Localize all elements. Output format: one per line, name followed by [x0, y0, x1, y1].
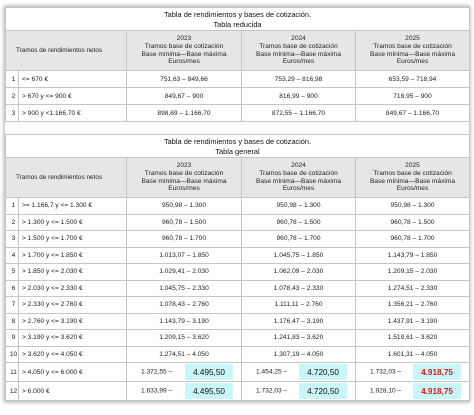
cell-2024: 1.062,09 – 2.030 [242, 264, 356, 281]
reduced-title-line1: Tabla de rendimientos y bases de cotización. [163, 10, 312, 19]
cell-2024 [242, 363, 356, 382]
row-tramo: <= 670 € [19, 71, 127, 88]
row-number: 1 [6, 71, 19, 88]
general-year-header-2023: 2023 Tramos base de cotización Base mínima—Base máxima Euros/mes [127, 158, 242, 198]
row-tramo: > 670 y <= 900 € [19, 88, 127, 105]
row-number: 12 [6, 382, 19, 401]
row-number: 4 [6, 247, 19, 264]
cell-2025: 653,59 – 718,94 [356, 71, 470, 88]
row-tramo: > 900 y <1.166,70 € [19, 105, 127, 122]
row-tramo: > 4.050 y <= 6.000 € [19, 363, 127, 382]
cell-2025: 1.143,79 – 1.850 [356, 247, 470, 264]
table-row [6, 280, 470, 297]
row-number: 3 [6, 231, 19, 248]
table-row [6, 313, 470, 330]
cell-2023: 1.045,75 – 2.330 [127, 280, 242, 297]
highlighted-max-value-red: 4.918,75 [413, 383, 461, 399]
cell-2024: 1.307,19 – 4.050 [242, 346, 356, 363]
general-table-title [6, 135, 470, 158]
table-row [6, 71, 470, 88]
cell-2023: 1.274,51 – 4.050 [127, 346, 242, 363]
cell-2024: 872,55 – 1.166,70 [242, 105, 356, 122]
cell-2024: 1.045,75 – 1.850 [242, 247, 356, 264]
reduced-year-header-2023: 2023 Tramos base de cotización Base mínima—Base máxima Euros/mes [127, 31, 242, 71]
reduced-title-line2: Tabla reducida [213, 19, 262, 29]
table-separator [5, 122, 469, 134]
table-row [6, 247, 470, 264]
cell-base-value: 1.454,25 – [256, 368, 288, 376]
cell-2025: 1.209,15 – 2.030 [356, 264, 470, 281]
row-number: 2 [6, 214, 19, 231]
cell-base-value: 1.732,03 – [370, 368, 402, 376]
row-tramo: > 3.190 y <= 3.620 € [19, 330, 127, 347]
cell-2023: 1.029,41 – 2.030 [127, 264, 242, 281]
cell-2025: 960,78 – 1.500 [356, 214, 470, 231]
cell-base-value: 1.372,55 – [141, 368, 173, 376]
table-row [6, 105, 470, 122]
row-tramo: > 1.850 y <= 2.030 € [19, 264, 127, 281]
reduced-tramos-header: Tramos de rendimientos netos [6, 31, 127, 71]
cell-2023: 960,78 – 1.500 [127, 214, 242, 231]
reduced-year-header-2025: 2025 Tramos base de cotización Base mínima—Base máxima Euros/mes [356, 31, 470, 71]
cell-2023: 1.143,79 – 3.190 [127, 313, 242, 330]
row-tramo: > 2.330 y <= 2.760 € [19, 297, 127, 314]
row-tramo: > 2.760 y <= 3.190 € [19, 313, 127, 330]
cell-base-value: 1.633,99 – [141, 387, 173, 395]
table-row [6, 297, 470, 314]
cell-2023 [127, 382, 242, 401]
table-row [6, 264, 470, 281]
tables-sheet [4, 6, 470, 402]
cell-2025 [356, 363, 470, 382]
general-year-header-2025: 2025 Tramos base de cotización Base mínima—Base máxima Euros/mes [356, 158, 470, 198]
cell-2024: 950,98 – 1.300 [242, 198, 356, 215]
cell-2025: 1.274,51 – 2.330 [356, 280, 470, 297]
table-row [6, 231, 470, 248]
cell-2024 [242, 382, 356, 401]
cell-2025 [356, 382, 470, 401]
cell-2023: 960,78 – 1.700 [127, 231, 242, 248]
row-tramo: >= 1.166,7 y <= 1.300 € [19, 198, 127, 215]
row-tramo: > 1.300 y <= 1.500 € [19, 214, 127, 231]
row-tramo: > 3.620 y <= 4.050 € [19, 346, 127, 363]
cell-base-value: 1.732,03 – [256, 387, 288, 395]
cell-2025: 960,78 – 1.700 [356, 231, 470, 248]
cell-2025: 718,95 – 900 [356, 88, 470, 105]
general-title-line1: Tabla de rendimientos y bases de cotización. [163, 137, 312, 146]
general-year-header-2024: 2024 Tramos base de cotización Base mínima—Base máxima Euros/mes [242, 158, 356, 198]
row-number: 5 [6, 264, 19, 281]
cell-2024: 753,29 – 816,98 [242, 71, 356, 88]
table-row [6, 330, 470, 347]
cell-2025: 849,67 – 1.166,70 [356, 105, 470, 122]
row-number: 9 [6, 330, 19, 347]
general-title-line2: Tabla general [215, 146, 260, 156]
cell-2025: 1.356,21 – 2.760 [356, 297, 470, 314]
cell-2024: 960,78 – 1.500 [242, 214, 356, 231]
general-tramos-header: Tramos de rendimientos netos [6, 158, 127, 198]
cell-2023: 1.078,43 – 2.760 [127, 297, 242, 314]
highlighted-max-value-red: 4.918,75 [413, 364, 461, 380]
cell-2024: 960,78 – 1.700 [242, 231, 356, 248]
row-number: 2 [6, 88, 19, 105]
highlighted-max-value: 4.720,50 [299, 383, 347, 399]
row-number: 3 [6, 105, 19, 122]
cell-2023: 751,63 – 849,66 [127, 71, 242, 88]
row-tramo: > 6.000 € [19, 382, 127, 401]
cell-2023: 950,98 – 1.300 [127, 198, 242, 215]
reduced-table-title [6, 8, 470, 31]
cell-2024: 1.078,43 – 2.330 [242, 280, 356, 297]
cell-2024: 816,99 – 900 [242, 88, 356, 105]
row-number: 8 [6, 313, 19, 330]
cell-2023: 898,69 – 1.166,70 [127, 105, 242, 122]
general-header-row [6, 158, 470, 198]
cell-2025: 1.519,61 – 3.620 [356, 330, 470, 347]
cell-2023 [127, 363, 242, 382]
row-number: 1 [6, 198, 19, 215]
highlighted-max-value: 4.495,50 [185, 383, 233, 399]
reduced-year-header-2024: 2024 Tramos base de cotización Base mínima—Base máxima Euros/mes [242, 31, 356, 71]
cell-2024: 1.241,83 – 3.620 [242, 330, 356, 347]
row-number: 10 [6, 346, 19, 363]
table-row [6, 88, 470, 105]
cell-2025: 1.601,31 – 4.050 [356, 346, 470, 363]
row-tramo: > 1.500 y <= 1.700 € [19, 231, 127, 248]
cell-2025: 950,98 – 1.300 [356, 198, 470, 215]
row-number: 6 [6, 280, 19, 297]
cell-2023: 1.209,15 – 3.620 [127, 330, 242, 347]
table-row [6, 382, 470, 401]
table-row [6, 198, 470, 215]
reduced-table [5, 7, 470, 122]
table-row [6, 214, 470, 231]
cell-base-value: 1.928,10 – [370, 387, 402, 395]
cell-2023: 849,67 – 900 [127, 88, 242, 105]
row-tramo: > 1.700 y <= 1.850 € [19, 247, 127, 264]
row-number: 11 [6, 363, 19, 382]
cell-2024: 1.111,11 – 2.760 [242, 297, 356, 314]
highlighted-max-value: 4.495,50 [185, 364, 233, 380]
reduced-header-row [6, 31, 470, 71]
cell-2023: 1.013,07 – 1.850 [127, 247, 242, 264]
highlighted-max-value: 4.720,50 [299, 364, 347, 380]
table-row [6, 346, 470, 363]
row-tramo: > 2.030 y <= 2.330 € [19, 280, 127, 297]
cell-2025: 1.437,91 – 3.190 [356, 313, 470, 330]
table-row [6, 363, 470, 382]
general-table [5, 134, 470, 401]
cell-2024: 1.176,47 – 3.190 [242, 313, 356, 330]
row-number: 7 [6, 297, 19, 314]
